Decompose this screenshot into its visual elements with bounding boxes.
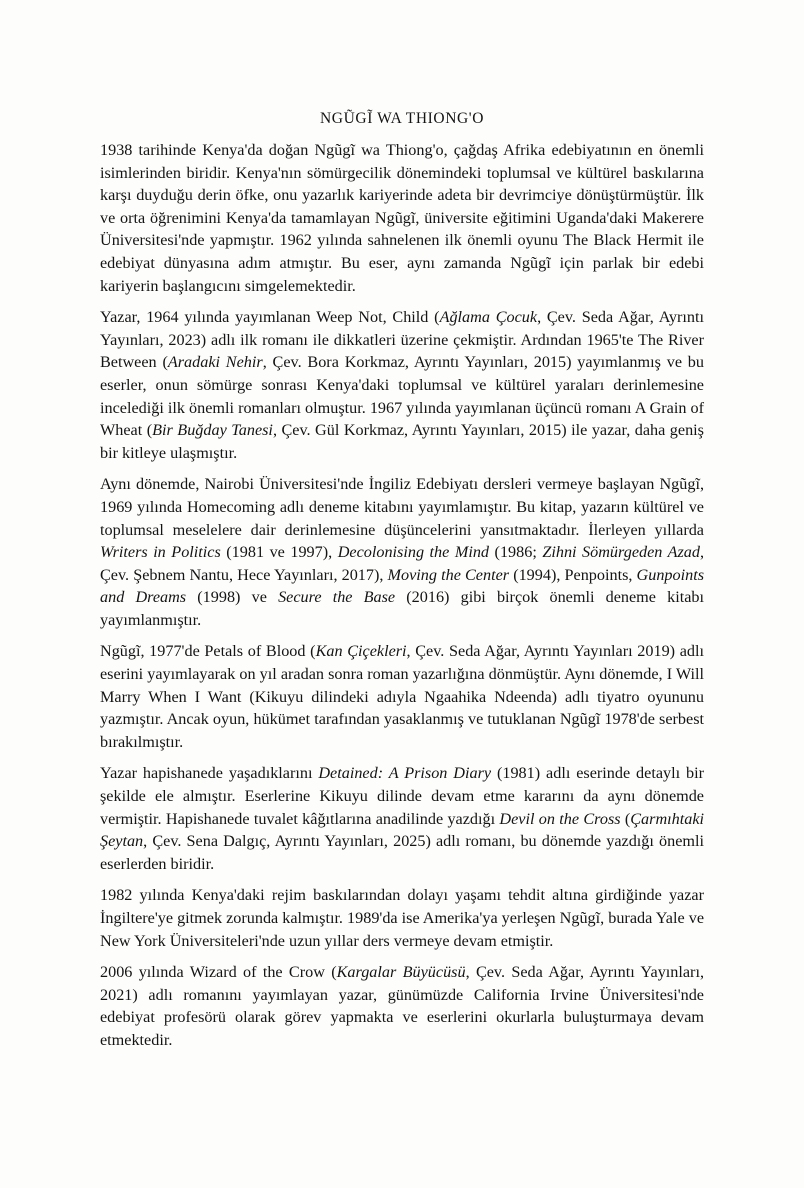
paragraph xyxy=(100,139,704,297)
text-run: ( xyxy=(620,809,631,828)
text-run: , Çev. Gül Korkmaz, Ayrıntı Yayınları, 2015) ile yazar, daha geniş bir kitleye ulaşmıştır. xyxy=(100,421,704,462)
text-run: , Çev. Seda Ağar, Ayrıntı Yayınları, 2023) adlı ilk romanı ile dikkatleri üzerine çekmiştir. Ardından 1965'te The River Between ( xyxy=(100,308,704,372)
italic-run: Zihni Sömürgeden Azad xyxy=(542,543,700,562)
body-text xyxy=(100,139,704,1052)
text-run: , Çev. Seda Ağar, Ayrıntı Yayınları, 2021) adlı romanını yayımlayan yazar, günümüzde California Irvine Üniversitesi'nde edebiyat profesörü olarak görev yapmakta ve eserlerini okurlarla buluşturmaya devam etmektedir. xyxy=(100,963,704,1049)
text-run: Ngũgĩ, 1977'de Petals of Blood ( xyxy=(100,642,316,661)
italic-run: Devil on the Cross xyxy=(499,809,621,828)
italic-run: Bir Buğday Tanesi xyxy=(152,421,273,440)
text-run: (1981) adlı eserinde detaylı bir şekilde ele almıştır. Eserlerine Kikuyu dilinde devam etme kararını da aynı dönemde vermiştir. Hapishanede tuvalet kâğıtlarına anadilinde yazdığı xyxy=(100,764,704,828)
italic-run: Decolonising the Mind xyxy=(337,543,490,562)
text-run: (1994), Penpoints, xyxy=(509,565,637,584)
text-run: 1938 tarihinde Kenya'da doğan Ngũgĩ wa Thiong'o, çağdaş Afrika edebiyatının en önemli isimlerinden biridir. Kenya'nın sömürgecilik dönemindeki toplumsal ve kültürel baskılarına karşı duyduğu derin öfke, onu yazarlık kariyerinde adeta bir devrimciye dönüştürmüştür. İlk ve orta öğrenimini Kenya'da tamamlayan Ngũgĩ, üniversite eğitimini Uganda'daki Makerere Üniversitesi'nde yapmıştır. 1962 yılında sahnelenen ilk önemli oyunu The Black Hermit ile edebiyat dünyasına adım atmıştır. Bu eser, aynı zamanda Ngũgĩ için parlak bir edebi kariyerin başlangıcını simgelemektedir. xyxy=(100,141,704,295)
text-run: (1998) ve xyxy=(186,588,279,607)
italic-run: Ağlama Çocuk xyxy=(439,308,538,327)
paragraph xyxy=(100,306,704,464)
paragraph xyxy=(100,961,704,1051)
italic-run: Secure the Base xyxy=(278,588,396,607)
page-title: NGŨGĨ WA THIONG'O xyxy=(320,110,484,127)
italic-run: Aradaki Nehir xyxy=(167,353,263,372)
paragraph xyxy=(100,640,704,753)
paragraph xyxy=(100,473,704,631)
text-run: , Çev. Şebnem Nantu, Hece Yayınları, 2017), xyxy=(100,543,705,584)
text-run: , Çev. Seda Ağar, Ayrıntı Yayınları 2019) adlı eserini yayımlayarak on yıl aradan sonra roman yazarlığına dönmüştür. Aynı dönemde, I Will Marry When I Want (Kikuyu dilindeki adıyla Ngaahika Ndeenda) adlı tiyatro oyununu yazmıştır. Ancak oyun, hükümet tarafından yasaklanmış ve tutuklanan Ngũgĩ 1978'de serbest bırakılmıştır. xyxy=(100,642,705,751)
italic-run: Çarmıhtaki Şeytan xyxy=(100,809,704,851)
text-run: Yazar hapishanede yaşadıklarını xyxy=(100,764,319,783)
italic-run: Kargalar Büyücüsü xyxy=(336,963,466,982)
text-run: Aynı dönemde, Nairobi Üniversitesi'nde İngiliz Edebiyatı dersleri vermeye başlayan Ngũgĩ, 1969 yılında Homecoming adlı deneme kitabını yayımlamıştır. Bu kitap, yazarın kültürel ve toplumsal meselelere dair derinlemesine düşüncelerini yansıtmaktadır. İlerleyen yıllarda xyxy=(100,475,704,539)
text-run: (1986; xyxy=(489,543,543,562)
italic-run: Moving the Center xyxy=(387,565,510,584)
text-run: Yazar, 1964 yılında yayımlanan Weep Not, Child ( xyxy=(100,308,440,327)
italic-run: Detained: A Prison Diary xyxy=(318,764,492,783)
text-run: (2016) gibi birçok önemli deneme kitabı yayımlanmıştır. xyxy=(100,588,704,629)
text-run: , Çev. Sena Dalgıç, Ayrıntı Yayınları, 2025) adlı romanı, bu dönemde yazdığı önemli eserlerden biridir. xyxy=(100,832,704,873)
italic-run: Writers in Politics xyxy=(100,543,221,562)
italic-run: Gunpoints and Dreams xyxy=(100,565,705,607)
text-run: (1981 ve 1997), xyxy=(220,543,338,562)
text-run: 2006 yılında Wizard of the Crow ( xyxy=(100,963,337,982)
paragraph xyxy=(100,762,704,875)
text-run: , Çev. Bora Korkmaz, Ayrıntı Yayınları, 2015) yayımlanmış ve bu eserler, onun sömürge sonrası Kenya'daki toplumsal ve kültürel yaraları derinlemesine incelediği ilk önemli romanları olmuştur. 1967 yılında yayımlanan üçüncü romanı A Grain of Wheat ( xyxy=(100,353,704,440)
text-column xyxy=(100,110,704,1052)
paragraph xyxy=(100,884,704,952)
italic-run: Kan Çiçekleri xyxy=(315,642,407,661)
text-run: 1982 yılında Kenya'daki rejim baskılarından dolayı yaşamı tehdit altına girdiğinde yazar İngiltere'ye gitmek zorunda kalmıştır. 1989'da ise Amerika'ya yerleşen Ngũgĩ, burada Yale ve New York Üniversiteleri'nde uzun yıllar ders vermeye devam etmiştir. xyxy=(100,886,704,950)
